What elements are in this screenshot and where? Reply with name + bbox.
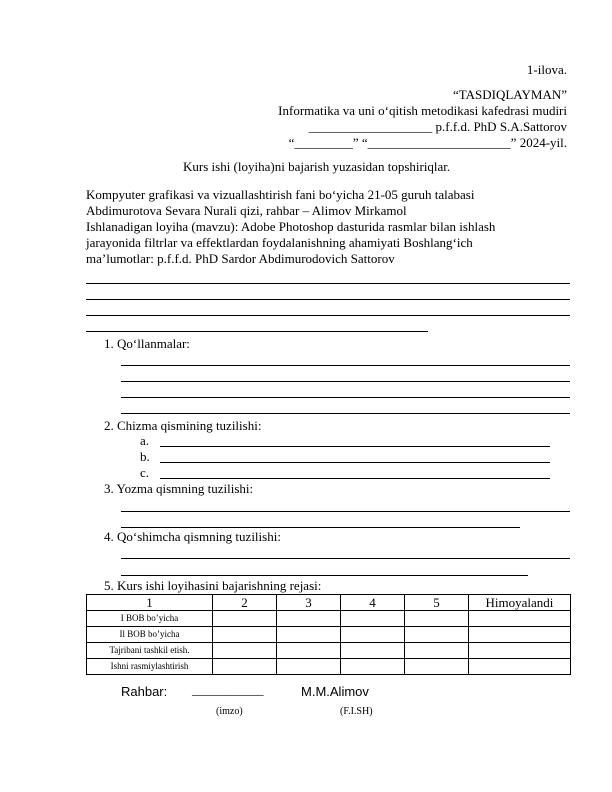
- blank-line: [121, 527, 520, 528]
- row-label: Tajribani tashkil etish.: [87, 643, 213, 659]
- table-row: [87, 659, 571, 675]
- blank-line: [121, 575, 528, 576]
- section-manuals: 1. Qo‘llanmalar:: [104, 336, 190, 351]
- blank-line: [160, 446, 550, 447]
- table-cell: [277, 659, 341, 675]
- row-label: Ishni rasmiylashtirish: [87, 659, 213, 675]
- item-c-marker: c.: [140, 465, 150, 480]
- blank-line: [86, 315, 570, 316]
- table-cell: [341, 611, 405, 627]
- table-row: [87, 643, 571, 659]
- row-label: Il BOB bo’yicha: [87, 627, 213, 643]
- blank-line: [86, 283, 570, 284]
- item-b-marker: b.: [140, 449, 150, 464]
- intro-line-2: Abdimurotova Sevara Nurali qizi, rahbar – Alimov Mirkamol: [86, 203, 407, 218]
- item-a-marker: a.: [140, 433, 150, 448]
- work-plan-table: [86, 594, 571, 675]
- table-cell: [341, 659, 405, 675]
- table-cell: [405, 643, 469, 659]
- name-caption: (F.I.SH): [340, 706, 373, 717]
- department-head-title: Informatika va uni o‘qitish metodikasi kafedrasi mudiri: [278, 103, 567, 118]
- intro-line-1: Kompyuter grafikasi va vizuallashtirish fani bo‘yicha 21-05 guruh talabasi: [86, 187, 475, 202]
- blank-line: [121, 381, 570, 382]
- table-cell: [213, 627, 277, 643]
- section-drawing-part: 2. Chizma qismining tuzilishi:: [104, 418, 262, 433]
- table-header-cell: 2: [213, 595, 277, 611]
- intro-line-4: jarayonida filtrlar va effektlardan foydalanishning ahamiyati Boshlang‘ich: [86, 235, 473, 250]
- table-cell: [277, 643, 341, 659]
- blank-line: [121, 511, 570, 512]
- supervisor-label: Rahbar:: [121, 684, 168, 699]
- appendix-label: 1-ilova.: [526, 62, 567, 77]
- table-cell: [213, 611, 277, 627]
- section-additional-part: 4. Qo‘shimcha qismning tuzilishi:: [104, 529, 281, 544]
- table-row: [87, 627, 571, 643]
- supervisor-name: M.M.Alimov: [301, 684, 369, 699]
- blank-line: [160, 462, 550, 463]
- table-header-cell: 3: [277, 595, 341, 611]
- document-title: Kurs ishi (loyiha)ni bajarish yuzasidan topshiriqlar.: [183, 159, 451, 174]
- blank-line: [86, 331, 428, 332]
- section-work-plan: 5. Kurs ishi loyihasini bajarishning rejasi:: [104, 578, 322, 593]
- table-cell: [405, 611, 469, 627]
- table-row: [87, 611, 571, 627]
- table-cell: [213, 643, 277, 659]
- table-cell: [277, 627, 341, 643]
- blank-line: [86, 299, 570, 300]
- table-cell: [405, 659, 469, 675]
- blank-line: [121, 558, 570, 559]
- approval-date-line: “_________” “______________________” 2024-yil.: [288, 135, 567, 150]
- section-written-part: 3. Yozma qismning tuzilishi:: [104, 481, 254, 496]
- signature-caption: (imzo): [216, 706, 243, 717]
- intro-line-3: Ishlanadigan loyiha (mavzu): Adobe Photoshop dasturida rasmlar bilan ishlash: [86, 219, 496, 234]
- blank-line: [121, 397, 570, 398]
- intro-line-5: ma’lumotlar: p.f.f.d. PhD Sardor Abdimurodovich Sattorov: [86, 251, 395, 266]
- table-header-cell: 4: [341, 595, 405, 611]
- blank-line: [121, 365, 570, 366]
- table-cell: [213, 659, 277, 675]
- table-cell: [277, 611, 341, 627]
- table-cell: [405, 627, 469, 643]
- blank-line: [121, 413, 570, 414]
- table-header-row: [87, 595, 571, 611]
- table-cell: [469, 627, 571, 643]
- head-signature-line: ___________________ p.f.f.d. PhD S.A.Sattorov: [308, 119, 567, 134]
- table-cell: [341, 627, 405, 643]
- table-header-cell: 1: [87, 595, 213, 611]
- table-cell: [341, 643, 405, 659]
- table-cell: [469, 611, 571, 627]
- approve-heading: “TASDIQLAYMAN”: [452, 87, 567, 102]
- table-cell: [469, 643, 571, 659]
- blank-line: [160, 478, 550, 479]
- table-header-cell: Himoyalandi: [469, 595, 571, 611]
- table-cell: [469, 659, 571, 675]
- table-header-cell: 5: [405, 595, 469, 611]
- signature-blank: ___________: [192, 682, 264, 697]
- row-label: I BOB bo’yicha: [87, 611, 213, 627]
